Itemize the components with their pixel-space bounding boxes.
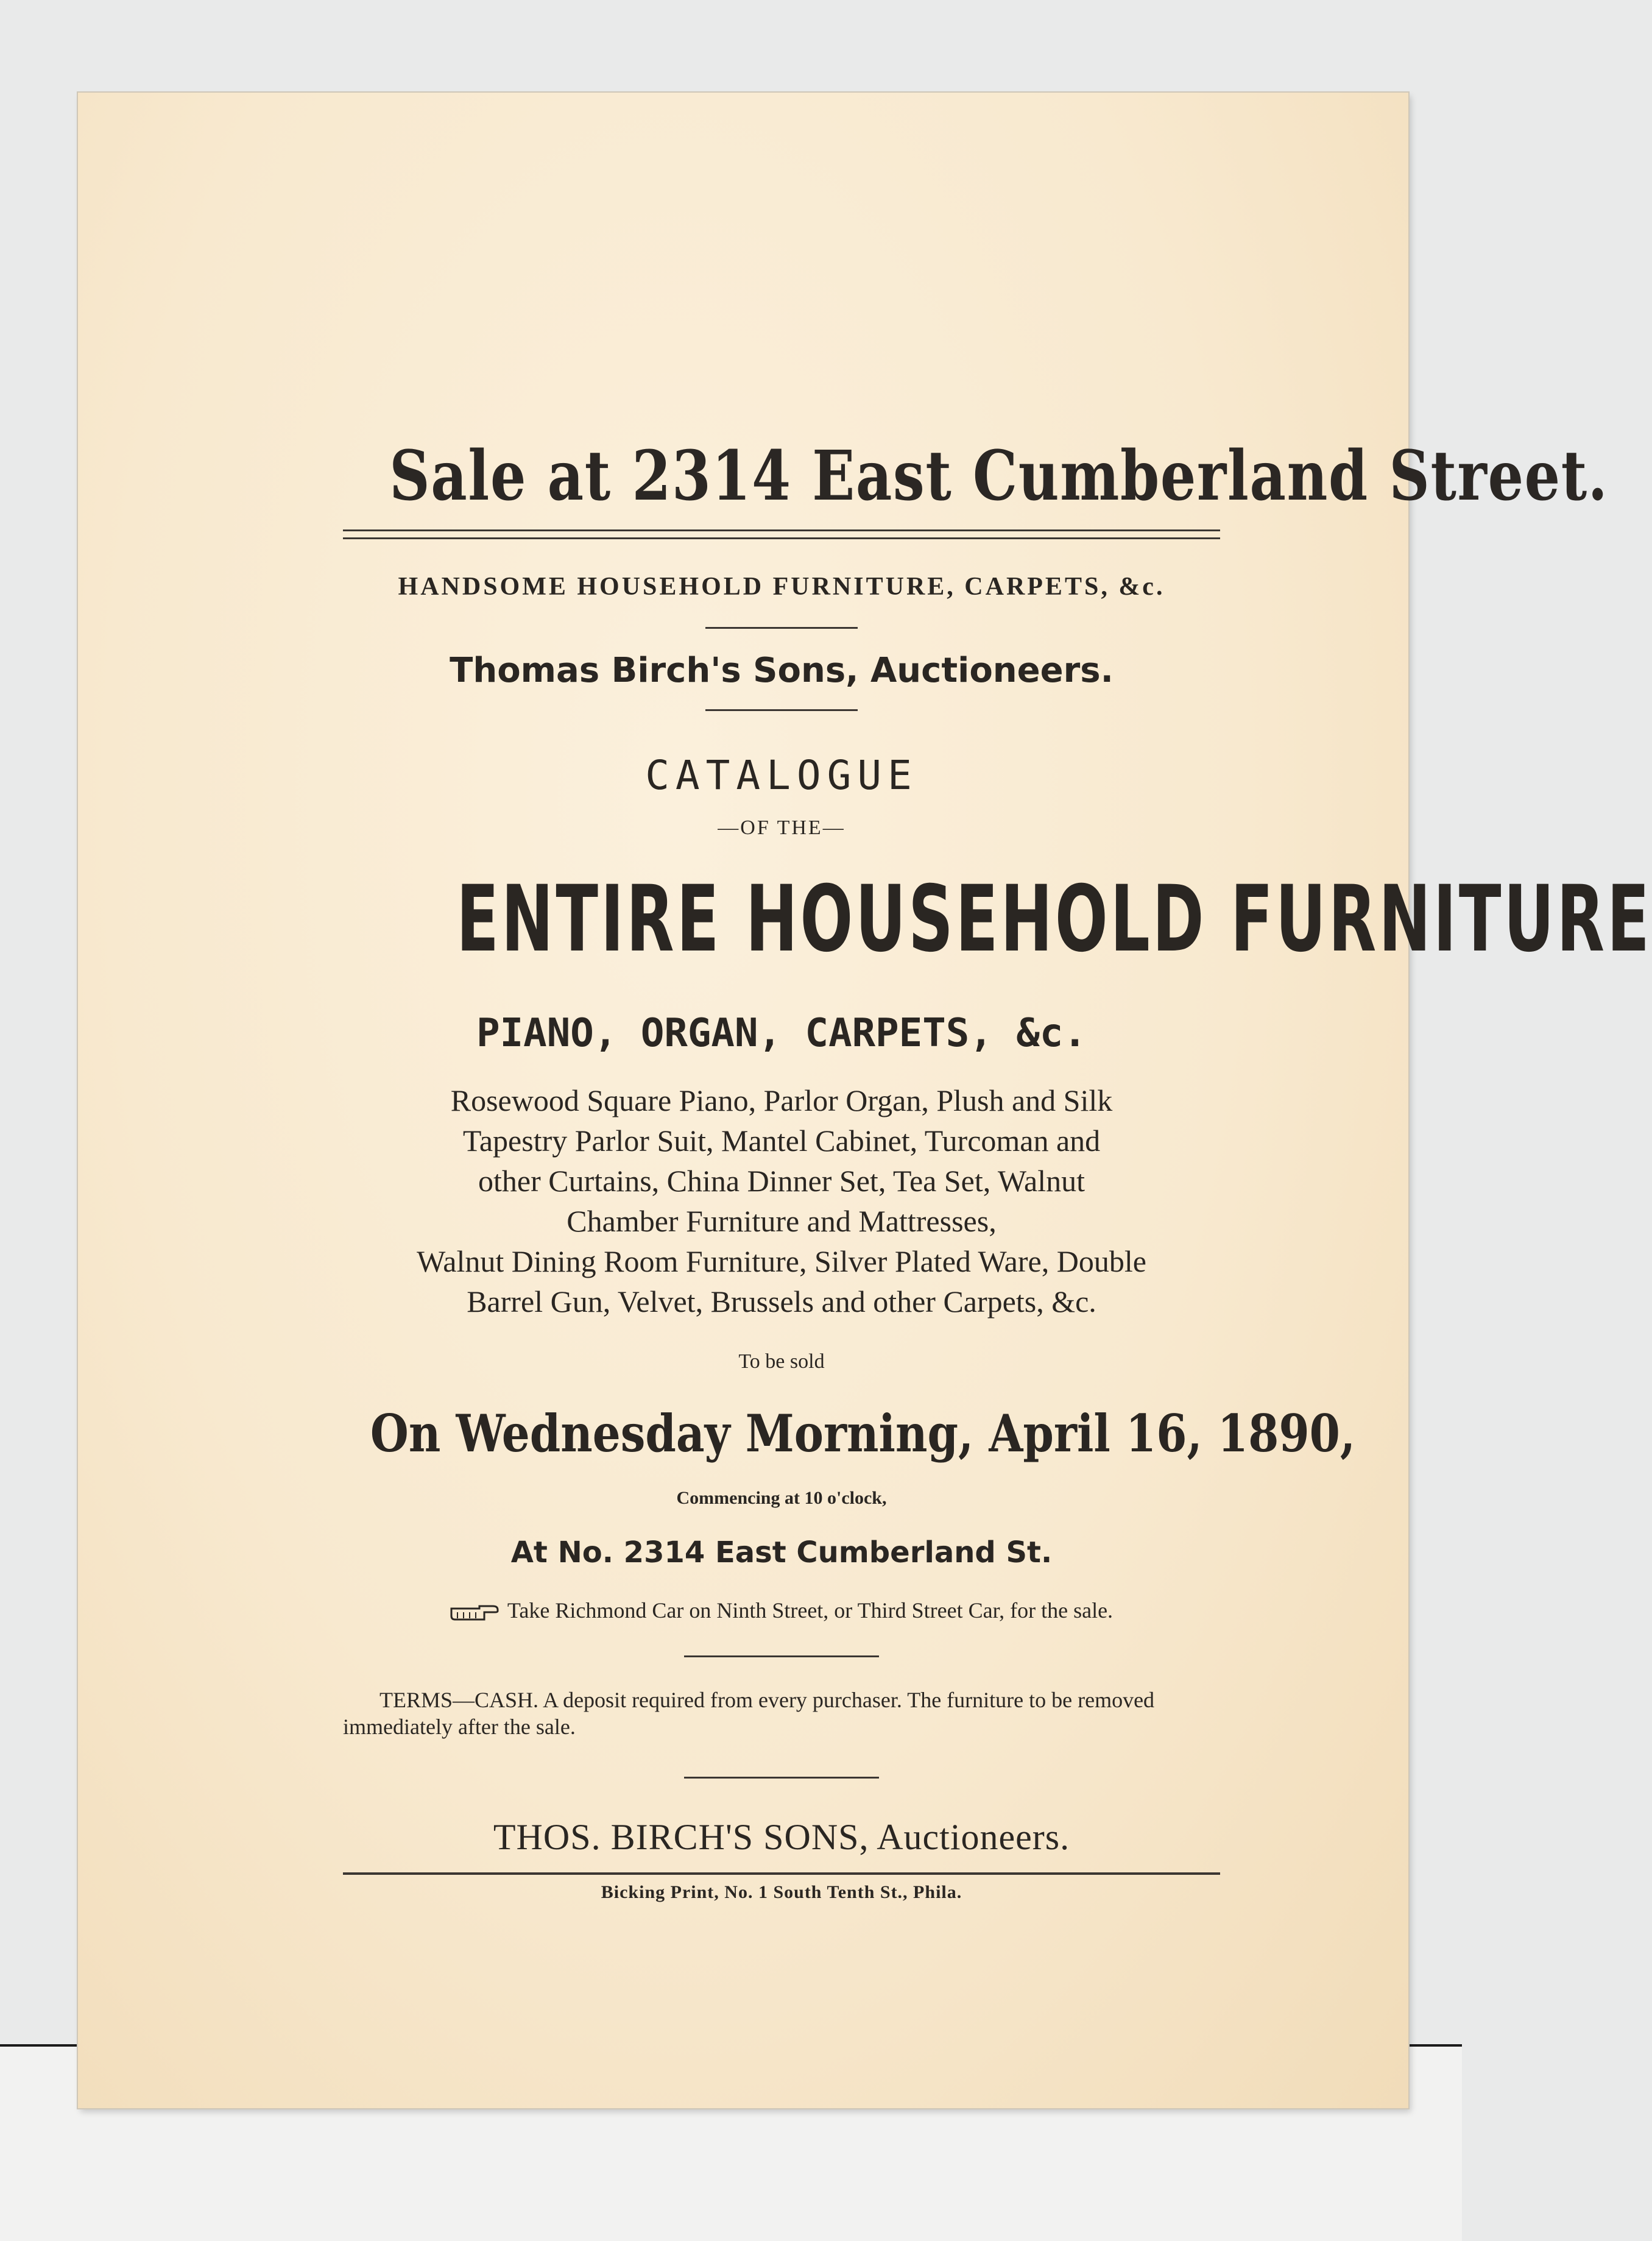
terms-text: TERMS—CASH. A deposit required from every purchaser. The furniture to be removed immediately after the sale.	[343, 1688, 1155, 1739]
items-paragraph	[343, 1080, 1220, 1322]
divider	[705, 627, 858, 629]
sale-address: At No. 2314 East Cumberland St.	[510, 1535, 1053, 1570]
subtitle: HANDSOME HOUSEHOLD FURNITURE, CARPETS, &c.	[398, 573, 1165, 601]
catalogue-page	[78, 93, 1652, 2108]
of-the-text: —OF THE—	[718, 816, 845, 839]
printer-credit: Bicking Print, No. 1 South Tenth St., Phila.	[601, 1882, 962, 1902]
items-line: Tapestry Parlor Suit, Mantel Cabinet, Turcoman and	[462, 1124, 1101, 1158]
items-line: Barrel Gun, Velvet, Brussels and other Carpets, &c.	[467, 1284, 1096, 1319]
catalogue-heading: CATALOGUE	[645, 752, 918, 799]
to-be-sold-text: To be sold	[738, 1350, 825, 1373]
signature-line: THOS. BIRCH'S SONS, Auctioneers.	[493, 1817, 1070, 1857]
divider	[705, 709, 858, 711]
divider	[684, 1777, 879, 1779]
items-line: Rosewood Square Piano, Parlor Organ, Plush and Silk	[450, 1083, 1113, 1117]
items-line: other Curtains, China Dinner Set, Tea Set, Walnut	[478, 1164, 1085, 1198]
bottom-divider	[343, 1872, 1220, 1875]
start-time: Commencing at 10 o'clock,	[676, 1488, 887, 1508]
double-divider	[343, 529, 1220, 539]
travel-note-text: Take Richmond Car on Ninth Street, or Third Street Car, for the sale.	[507, 1598, 1114, 1623]
travel-note	[303, 1597, 1260, 1624]
auctioneers-line: Thomas Birch's Sons, Auctioneers.	[450, 651, 1114, 690]
divider	[684, 1655, 879, 1657]
pointing-hand-icon	[450, 1601, 499, 1620]
items-line: Walnut Dining Room Furniture, Silver Plated Ware, Double	[417, 1244, 1146, 1278]
items-line: Chamber Furniture and Mattresses,	[567, 1204, 997, 1238]
page-title: Sale at 2314 East Cumberland Street.	[389, 436, 1609, 516]
subheadline: PIANO, ORGAN, CARPETS, &c.	[476, 1011, 1087, 1056]
page-content	[303, 345, 1652, 1904]
sale-date: On Wednesday Morning, April 16, 1890,	[370, 1403, 1356, 1464]
headline: ENTIRE HOUSEHOLD FURNITURE	[456, 866, 1652, 972]
